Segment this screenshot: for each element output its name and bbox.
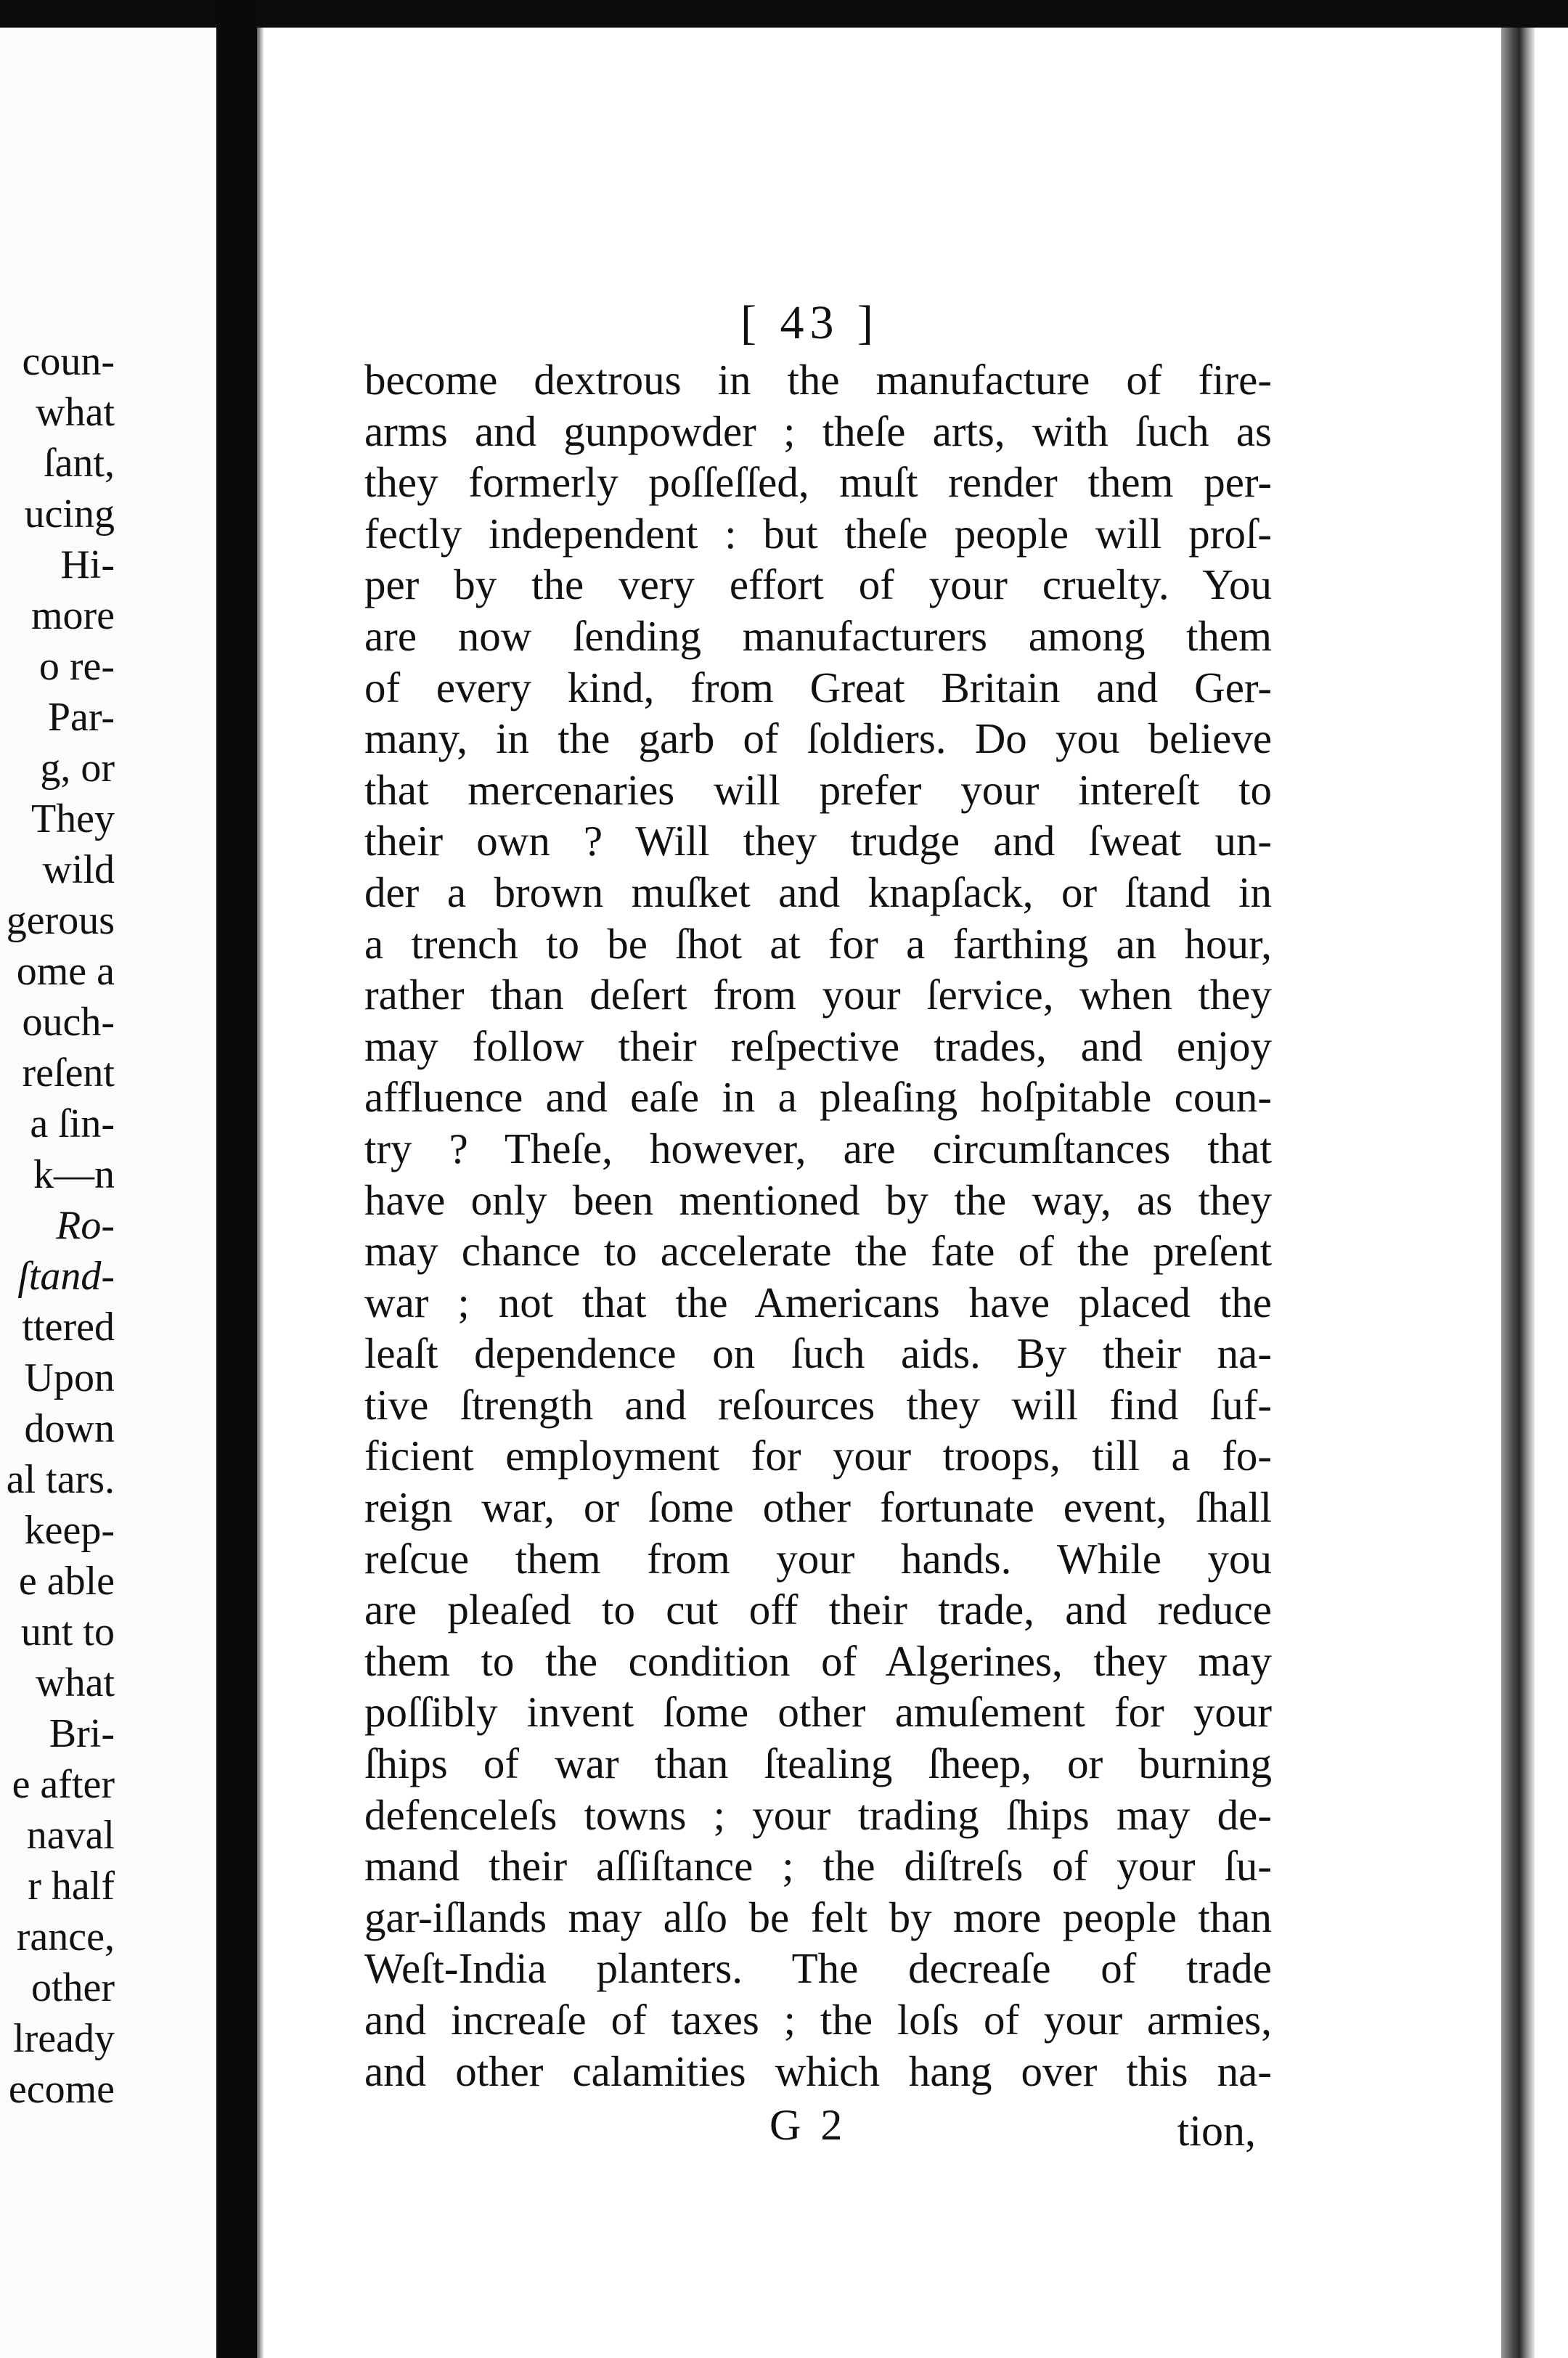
text-line: that mercenaries will prefer your intereſt to (364, 765, 1272, 814)
left-page-text (0, 336, 115, 2115)
body-text (364, 354, 1272, 2097)
left-fragment: reſent (22, 1051, 115, 1096)
left-fragment: lready (13, 2016, 115, 2061)
left-fragment: what (36, 390, 115, 435)
text-line: tive ſtrength and reſources they will find ſuf- (364, 1380, 1272, 1429)
left-fragment: more (30, 593, 115, 638)
text-line: of every kind, from Great Britain and Ger- (364, 663, 1272, 711)
book-gutter (216, 0, 257, 2358)
left-fragment: e after (12, 1762, 115, 1807)
text-line: arms and gunpowder ; theſe arts, with ſuch as (364, 407, 1272, 455)
left-fragment: unt to (20, 1610, 115, 1655)
text-line: their own ? Will they trudge and ſweat un- (364, 817, 1272, 865)
text-line: and increaſe of taxes ; the loſs of your armies, (364, 1996, 1272, 2044)
left-page (0, 28, 216, 2358)
left-fragment: a ſin- (30, 1101, 115, 1146)
text-line: may follow their reſpective trades, and enjoy (364, 1021, 1272, 1070)
left-fragment: keep- (24, 1508, 115, 1553)
left-fragment: Hi- (60, 542, 115, 587)
left-fragment: o re- (38, 644, 115, 689)
page-fold-edge (1501, 28, 1535, 2358)
left-fragment: r half (28, 1864, 115, 1909)
text-line: defenceleſs towns ; your trading ſhips may de- (364, 1790, 1272, 1839)
text-line: become dextrous in the manufacture of fire- (364, 356, 1272, 404)
text-line: reſcue them from your hands. While you (364, 1534, 1272, 1583)
text-line: war ; not that the Americans have placed the (364, 1278, 1272, 1326)
left-fragment: Bri- (49, 1711, 115, 1756)
page-number: [ 43 ] (740, 296, 879, 349)
text-line: many, in the garb of ſoldiers. Do you believe (364, 714, 1272, 763)
left-fragment: gerous (6, 898, 115, 943)
text-line: them to the condition of Algerines, they may (364, 1636, 1272, 1685)
text-line: Weſt-India planters. The decreaſe of trade (364, 1944, 1272, 1993)
text-line: they formerly poſſeſſed, muſt render them per- (364, 458, 1272, 507)
text-line: gar-iſlands may alſo be felt by more people than (364, 1893, 1272, 1941)
text-line: are now ſending manufacturers among them (364, 611, 1272, 660)
text-line: poſſibly invent ſome other amuſement for your (364, 1688, 1272, 1737)
left-fragment: down (24, 1406, 115, 1451)
left-fragment: what (36, 1660, 115, 1705)
left-fragment: ſtand- (17, 1254, 115, 1299)
left-fragment: ouch- (22, 1000, 115, 1045)
signature-mark: G 2 (769, 2101, 847, 2149)
left-fragment: k—n (33, 1152, 115, 1197)
text-line: have only been mentioned by the way, as they (364, 1175, 1272, 1224)
text-line: ſhips of war than ſtealing ſheep, or burning (364, 1739, 1272, 1788)
left-fragment: ome a (16, 949, 115, 994)
left-fragment: ttered (22, 1305, 115, 1350)
left-fragment: Par- (47, 695, 115, 740)
text-line: mand their aſſiſtance ; the diſtreſs of your ſu- (364, 1842, 1272, 1890)
left-fragment: ſant, (44, 441, 115, 486)
left-fragment: e able (18, 1559, 115, 1604)
page-edge-shadow (257, 28, 264, 2358)
left-fragment: They (30, 796, 115, 841)
text-line: a trench to be ſhot at for a farthing an hour, (364, 919, 1272, 968)
text-line: affluence and eaſe in a pleaſing hoſpitable coun- (364, 1073, 1272, 1122)
text-line: try ? Theſe, however, are circumſtances that (364, 1124, 1272, 1172)
text-line: may chance to accelerate the fate of the preſent (364, 1227, 1272, 1276)
text-line: reign war, or ſome other fortunate event, ſhall (364, 1483, 1272, 1532)
left-fragment: g, or (40, 746, 115, 791)
text-line: ficient employment for your troops, till a fo- (364, 1432, 1272, 1480)
left-fragment: wild (42, 847, 115, 892)
left-fragment: rance, (16, 1914, 115, 1959)
left-fragment: al tars. (6, 1457, 115, 1502)
left-fragment: Ro- (56, 1203, 115, 1248)
left-fragment: ecome (8, 2067, 115, 2112)
text-line: rather than deſert from your ſervice, when they (364, 971, 1272, 1019)
text-line: fectly independent : but theſe people will proſ- (364, 509, 1272, 558)
text-line: leaſt dependence on ſuch aids. By their na- (364, 1329, 1272, 1378)
left-fragment: other (30, 1965, 115, 2010)
text-line: and other calamities which hang over this na- (364, 2047, 1272, 2095)
left-fragment: coun- (22, 339, 115, 384)
left-fragment: naval (26, 1813, 115, 1858)
left-fragment: Upon (24, 1355, 115, 1400)
text-line: der a brown muſket and knapſack, or ſtand in (364, 868, 1272, 916)
left-fragment: ucing (24, 491, 115, 537)
text-line: per by the very effort of your cruelty. You (364, 560, 1272, 609)
text-line: are pleaſed to cut off their trade, and reduce (364, 1586, 1272, 1634)
catchword: tion, (1177, 2107, 1256, 2155)
